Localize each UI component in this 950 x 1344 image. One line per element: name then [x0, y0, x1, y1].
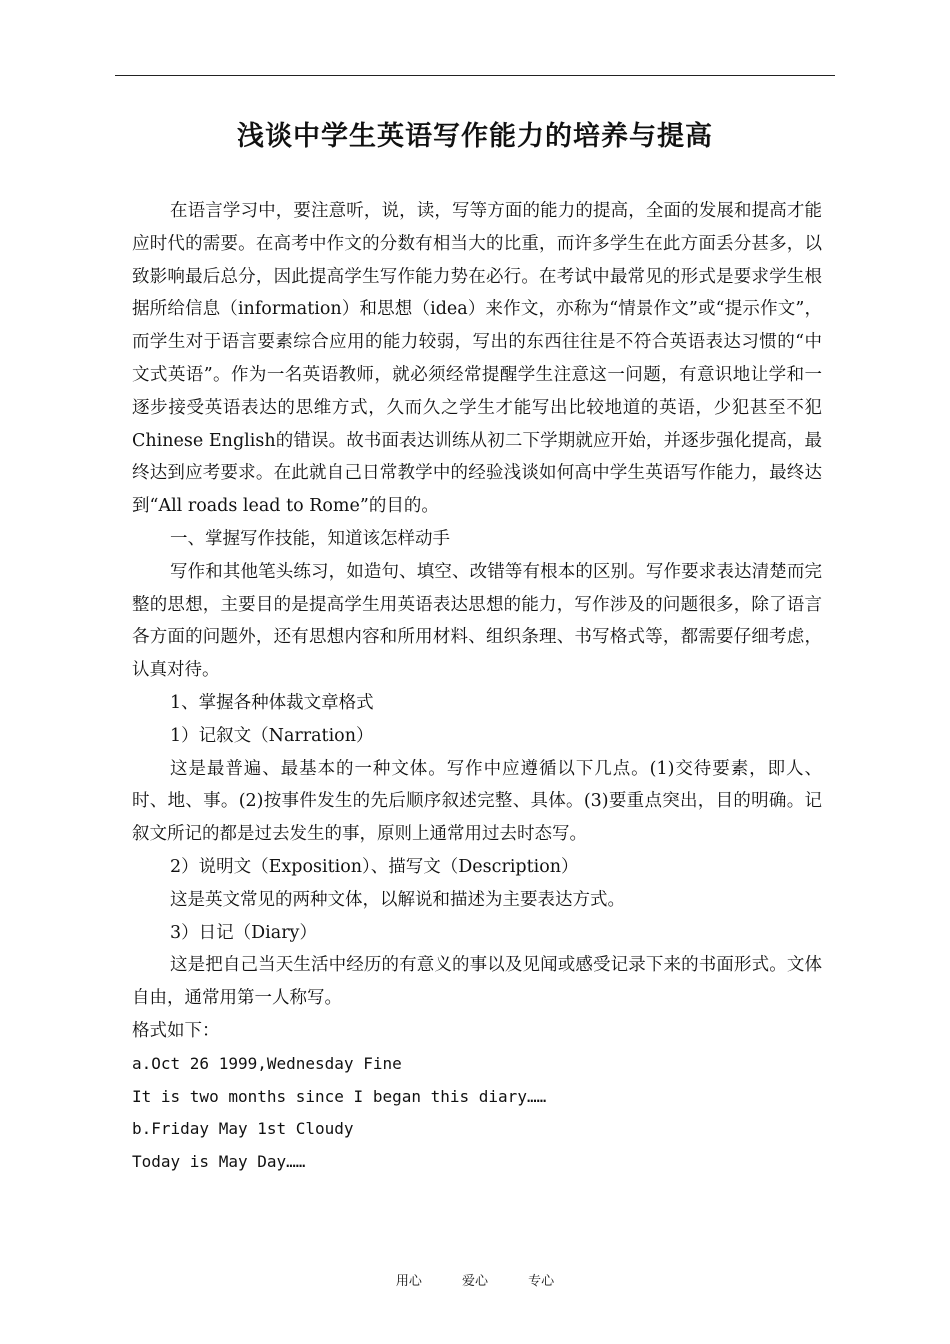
example-line: a.Oct 26 1999,Wednesday Fine	[132, 1053, 402, 1073]
footer-text: 爱心	[461, 1274, 488, 1289]
diary-paragraph: 这是把自己当天生活中经历的有意义的事以及见闻或感受记录下来的书面形式。文体自由，通常用第一人称写。	[132, 955, 822, 1009]
intro-paragraph: 在语言学习中，要注意听，说，读，写等方面的能力的提高，全面的发展和提高才能应时代的需要。在高考中作文的分数有相当大的比重，而许多学生在此方面丢分甚多，以致影响最后总分，因此提高学生写作能力势在必行。在考试中最常见的形式是要求学生根据所给信息（information）和思想（idea）来作文，亦称为“情景作文”或“提示作文”，而学生对于语言要素综合应用的能力较弱，写出的东西往往是不符合英语表达习惯的“中文式英语”。作为一名英语教师，就必须经常提醒学生注意这一问题，有意识地让学和一逐步接受英语表达的思维方式，久而久之学生才能写出比较地道的英语，少犯甚至不犯Chinese English的错误。故书面表达训练从初二下学期就应开始，并逐步强化提高，最终达到应考要求。在此就自己日常教学中的经验浅谈如何高中学生英语写作能力，最终达到“All roads lead to Rome”的目的。	[132, 201, 822, 517]
narration-paragraph: 这是最普遍、最基本的一种文体。写作中应遵循以下几点。(1)交待要素，即人、时、地、事。(2)按事件发生的先后顺序叙述完整、具体。(3)要重点突出，目的明确。记叙文所记的都是过去发生的事，原则上通常用过去时态写。	[132, 758, 822, 845]
footer-text: 专心	[528, 1274, 555, 1289]
example-line: It is two months since I began this diary……	[132, 1086, 547, 1106]
item-exposition: 2）说明文（Exposition）、描写文（Description）	[170, 856, 579, 877]
example-line: b.Friday May 1st Cloudy	[132, 1119, 354, 1139]
document-body	[132, 195, 822, 1179]
format-label: 格式如下：	[132, 1020, 220, 1041]
document-title: 浅谈中学生英语写作能力的培养与提高	[237, 121, 713, 152]
example-line: Today is May Day……	[132, 1152, 306, 1172]
item-narration: 1）记叙文（Narration）	[170, 725, 374, 746]
section-heading-1: 一、掌握写作技能，知道该怎样动手	[170, 528, 450, 549]
section-paragraph: 写作和其他笔头练习，如造句、填空、改错等有根本的区别。写作要求表达清楚而完整的思想，主要目的是提高学生用英语表达思想的能力，写作涉及的问题很多，除了语言各方面的问题外，还有思想内容和所用材料、组织条理、书写格式等，都需要仔细考虑，认真对待。	[132, 561, 822, 681]
exposition-paragraph: 这是英文常见的两种文体，以解说和描述为主要表达方式。	[170, 889, 625, 910]
page-footer	[0, 1270, 950, 1289]
footer-text: 用心	[395, 1274, 422, 1289]
item-diary: 3）日记（Diary）	[170, 922, 317, 943]
header-rule	[115, 75, 835, 76]
subheading-formats: 1、掌握各种体裁文章格式	[170, 692, 374, 713]
